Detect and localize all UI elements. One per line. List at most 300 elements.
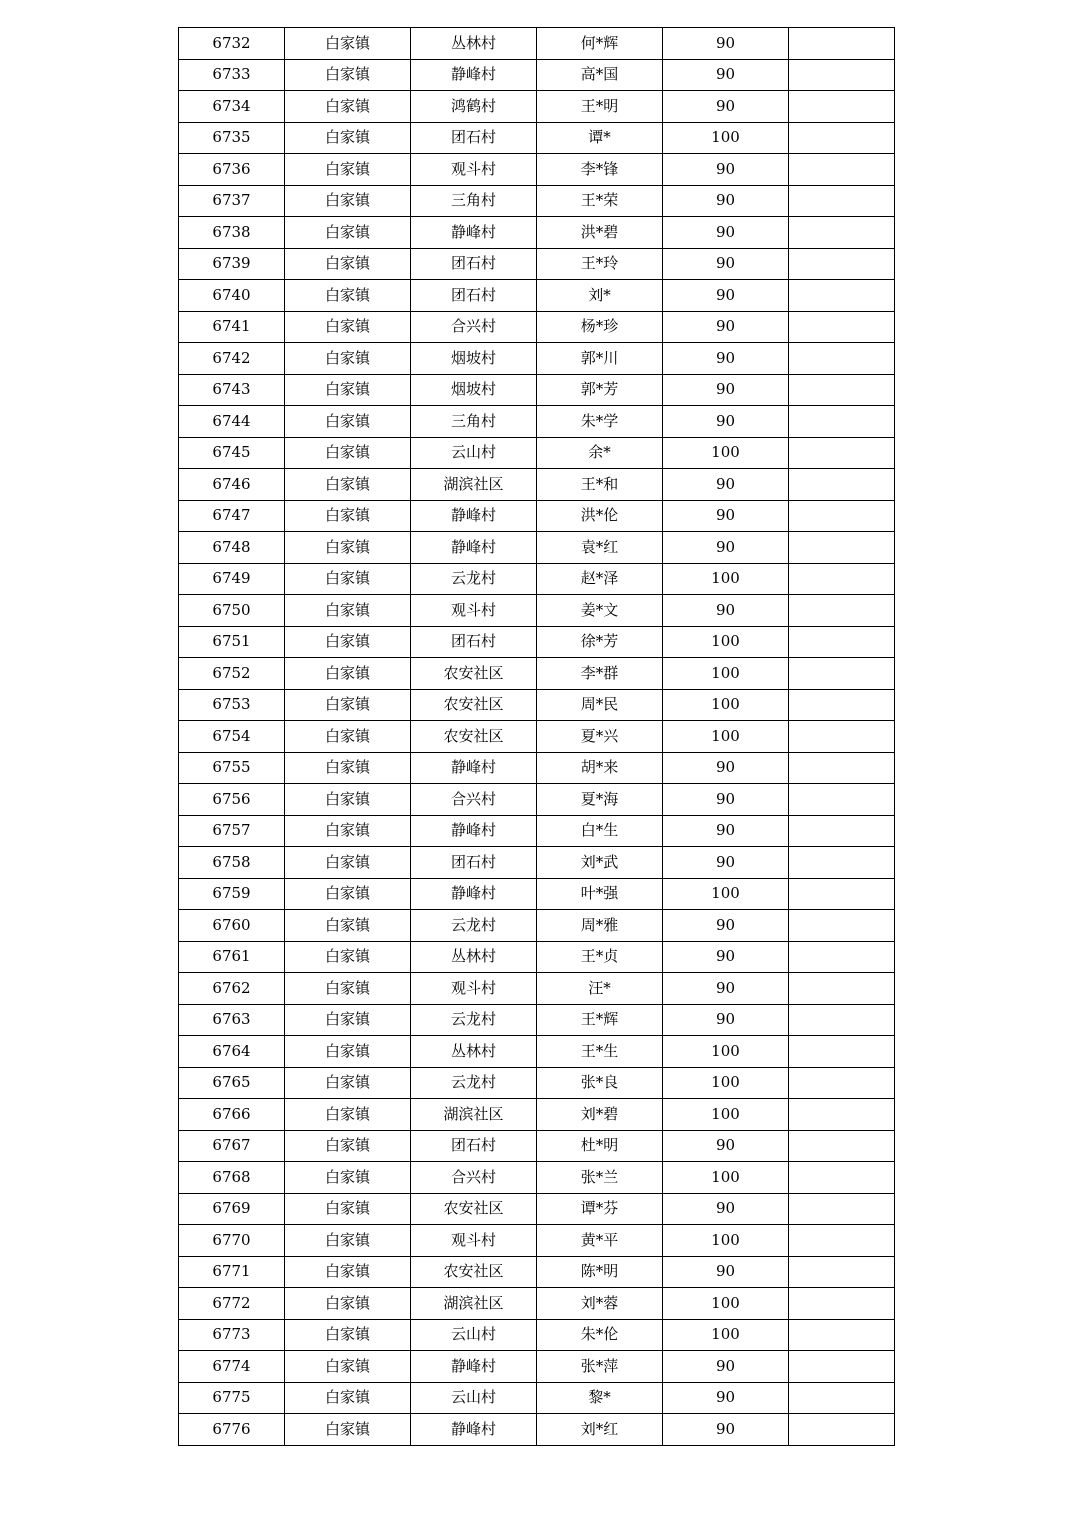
name-cell: 王*和 [537, 469, 663, 501]
amount-cell: 90 [663, 1130, 789, 1162]
serial-number-cell: 6759 [179, 878, 285, 910]
name-cell: 夏*兴 [537, 721, 663, 753]
amount-cell: 90 [663, 248, 789, 280]
name-cell: 袁*红 [537, 532, 663, 564]
village-cell: 合兴村 [411, 784, 537, 816]
village-cell: 团石村 [411, 847, 537, 879]
village-cell: 三角村 [411, 185, 537, 217]
amount-cell: 90 [663, 847, 789, 879]
serial-number-cell: 6742 [179, 343, 285, 375]
name-cell: 杜*明 [537, 1130, 663, 1162]
remarks-cell [789, 1288, 895, 1320]
table-row [179, 406, 895, 438]
table-row [179, 248, 895, 280]
table-row [179, 563, 895, 595]
table-row [179, 878, 895, 910]
village-cell: 合兴村 [411, 311, 537, 343]
remarks-cell [789, 532, 895, 564]
table-row [179, 847, 895, 879]
table-row [179, 1414, 895, 1446]
serial-number-cell: 6734 [179, 91, 285, 123]
town-cell: 白家镇 [285, 721, 411, 753]
town-cell: 白家镇 [285, 784, 411, 816]
amount-cell: 90 [663, 595, 789, 627]
town-cell: 白家镇 [285, 185, 411, 217]
town-cell: 白家镇 [285, 532, 411, 564]
amount-cell: 90 [663, 910, 789, 942]
town-cell: 白家镇 [285, 1414, 411, 1446]
remarks-cell [789, 469, 895, 501]
table-row [179, 784, 895, 816]
amount-cell: 90 [663, 941, 789, 973]
amount-cell: 100 [663, 626, 789, 658]
table-row [179, 343, 895, 375]
name-cell: 高*国 [537, 59, 663, 91]
town-cell: 白家镇 [285, 1351, 411, 1383]
name-cell: 李*锋 [537, 154, 663, 186]
name-cell: 谭* [537, 122, 663, 154]
serial-number-cell: 6748 [179, 532, 285, 564]
remarks-cell [789, 1382, 895, 1414]
town-cell: 白家镇 [285, 1099, 411, 1131]
amount-cell: 100 [663, 1099, 789, 1131]
town-cell: 白家镇 [285, 217, 411, 249]
table-row [179, 1067, 895, 1099]
amount-cell: 100 [663, 1225, 789, 1257]
amount-cell: 100 [663, 1319, 789, 1351]
town-cell: 白家镇 [285, 343, 411, 375]
town-cell: 白家镇 [285, 941, 411, 973]
table-row [179, 91, 895, 123]
town-cell: 白家镇 [285, 28, 411, 60]
name-cell: 胡*来 [537, 752, 663, 784]
table-row [179, 941, 895, 973]
remarks-cell [789, 563, 895, 595]
table-row [179, 1036, 895, 1068]
name-cell: 何*辉 [537, 28, 663, 60]
remarks-cell [789, 122, 895, 154]
name-cell: 周*雅 [537, 910, 663, 942]
amount-cell: 90 [663, 784, 789, 816]
serial-number-cell: 6732 [179, 28, 285, 60]
table-row [179, 311, 895, 343]
serial-number-cell: 6746 [179, 469, 285, 501]
name-cell: 黎* [537, 1382, 663, 1414]
remarks-cell [789, 1162, 895, 1194]
table-row [179, 1225, 895, 1257]
village-cell: 静峰村 [411, 1351, 537, 1383]
town-cell: 白家镇 [285, 563, 411, 595]
name-cell: 王*玲 [537, 248, 663, 280]
remarks-cell [789, 374, 895, 406]
village-cell: 观斗村 [411, 973, 537, 1005]
town-cell: 白家镇 [285, 248, 411, 280]
records-table-body [179, 28, 895, 1446]
town-cell: 白家镇 [285, 91, 411, 123]
remarks-cell [789, 847, 895, 879]
amount-cell: 90 [663, 500, 789, 532]
town-cell: 白家镇 [285, 59, 411, 91]
serial-number-cell: 6744 [179, 406, 285, 438]
village-cell: 农安社区 [411, 1193, 537, 1225]
serial-number-cell: 6749 [179, 563, 285, 595]
remarks-cell [789, 910, 895, 942]
name-cell: 王*荣 [537, 185, 663, 217]
name-cell: 朱*伦 [537, 1319, 663, 1351]
town-cell: 白家镇 [285, 280, 411, 312]
remarks-cell [789, 626, 895, 658]
serial-number-cell: 6739 [179, 248, 285, 280]
remarks-cell [789, 1319, 895, 1351]
amount-cell: 90 [663, 59, 789, 91]
table-row [179, 1351, 895, 1383]
town-cell: 白家镇 [285, 847, 411, 879]
town-cell: 白家镇 [285, 500, 411, 532]
remarks-cell [789, 59, 895, 91]
town-cell: 白家镇 [285, 1319, 411, 1351]
town-cell: 白家镇 [285, 154, 411, 186]
table-row [179, 1162, 895, 1194]
amount-cell: 90 [663, 1382, 789, 1414]
table-row [179, 1256, 895, 1288]
village-cell: 静峰村 [411, 59, 537, 91]
amount-cell: 90 [663, 815, 789, 847]
name-cell: 刘*碧 [537, 1099, 663, 1131]
town-cell: 白家镇 [285, 1193, 411, 1225]
village-cell: 丛林村 [411, 941, 537, 973]
name-cell: 周*民 [537, 689, 663, 721]
amount-cell: 90 [663, 1256, 789, 1288]
serial-number-cell: 6747 [179, 500, 285, 532]
village-cell: 静峰村 [411, 752, 537, 784]
serial-number-cell: 6768 [179, 1162, 285, 1194]
village-cell: 湖滨社区 [411, 1288, 537, 1320]
serial-number-cell: 6751 [179, 626, 285, 658]
table-row [179, 154, 895, 186]
village-cell: 团石村 [411, 626, 537, 658]
village-cell: 团石村 [411, 122, 537, 154]
remarks-cell [789, 311, 895, 343]
table-row [179, 1130, 895, 1162]
remarks-cell [789, 595, 895, 627]
amount-cell: 90 [663, 280, 789, 312]
name-cell: 黄*平 [537, 1225, 663, 1257]
village-cell: 农安社区 [411, 689, 537, 721]
name-cell: 夏*海 [537, 784, 663, 816]
remarks-cell [789, 154, 895, 186]
amount-cell: 90 [663, 469, 789, 501]
town-cell: 白家镇 [285, 878, 411, 910]
village-cell: 烟坡村 [411, 343, 537, 375]
town-cell: 白家镇 [285, 1225, 411, 1257]
table-row [179, 217, 895, 249]
serial-number-cell: 6754 [179, 721, 285, 753]
amount-cell: 100 [663, 437, 789, 469]
serial-number-cell: 6766 [179, 1099, 285, 1131]
village-cell: 烟坡村 [411, 374, 537, 406]
name-cell: 郭*芳 [537, 374, 663, 406]
name-cell: 陈*明 [537, 1256, 663, 1288]
amount-cell: 90 [663, 343, 789, 375]
amount-cell: 90 [663, 91, 789, 123]
village-cell: 农安社区 [411, 721, 537, 753]
table-row [179, 1288, 895, 1320]
village-cell: 观斗村 [411, 154, 537, 186]
serial-number-cell: 6757 [179, 815, 285, 847]
town-cell: 白家镇 [285, 311, 411, 343]
remarks-cell [789, 185, 895, 217]
name-cell: 张*良 [537, 1067, 663, 1099]
table-row [179, 721, 895, 753]
amount-cell: 90 [663, 1004, 789, 1036]
remarks-cell [789, 721, 895, 753]
serial-number-cell: 6752 [179, 658, 285, 690]
remarks-cell [789, 500, 895, 532]
remarks-cell [789, 1067, 895, 1099]
village-cell: 云山村 [411, 1382, 537, 1414]
village-cell: 云山村 [411, 1319, 537, 1351]
remarks-cell [789, 1130, 895, 1162]
amount-cell: 90 [663, 1351, 789, 1383]
remarks-cell [789, 1036, 895, 1068]
remarks-cell [789, 1004, 895, 1036]
remarks-cell [789, 973, 895, 1005]
amount-cell: 100 [663, 563, 789, 595]
serial-number-cell: 6755 [179, 752, 285, 784]
village-cell: 云龙村 [411, 1067, 537, 1099]
table-row [179, 1193, 895, 1225]
town-cell: 白家镇 [285, 1004, 411, 1036]
name-cell: 余* [537, 437, 663, 469]
remarks-cell [789, 248, 895, 280]
remarks-cell [789, 784, 895, 816]
remarks-cell [789, 689, 895, 721]
town-cell: 白家镇 [285, 437, 411, 469]
town-cell: 白家镇 [285, 469, 411, 501]
village-cell: 团石村 [411, 1130, 537, 1162]
remarks-cell [789, 1225, 895, 1257]
remarks-cell [789, 658, 895, 690]
amount-cell: 100 [663, 721, 789, 753]
village-cell: 丛林村 [411, 1036, 537, 1068]
village-cell: 观斗村 [411, 1225, 537, 1257]
name-cell: 谭*芬 [537, 1193, 663, 1225]
serial-number-cell: 6764 [179, 1036, 285, 1068]
name-cell: 王*贞 [537, 941, 663, 973]
table-row [179, 469, 895, 501]
table-row [179, 185, 895, 217]
village-cell: 静峰村 [411, 878, 537, 910]
name-cell: 刘*蓉 [537, 1288, 663, 1320]
amount-cell: 100 [663, 1288, 789, 1320]
town-cell: 白家镇 [285, 815, 411, 847]
name-cell: 洪*伦 [537, 500, 663, 532]
name-cell: 王*明 [537, 91, 663, 123]
remarks-cell [789, 280, 895, 312]
village-cell: 湖滨社区 [411, 469, 537, 501]
table-row [179, 815, 895, 847]
village-cell: 云山村 [411, 437, 537, 469]
amount-cell: 90 [663, 532, 789, 564]
table-row [179, 532, 895, 564]
serial-number-cell: 6760 [179, 910, 285, 942]
name-cell: 白*生 [537, 815, 663, 847]
name-cell: 李*群 [537, 658, 663, 690]
village-cell: 湖滨社区 [411, 1099, 537, 1131]
amount-cell: 100 [663, 689, 789, 721]
name-cell: 杨*珍 [537, 311, 663, 343]
table-row [179, 752, 895, 784]
name-cell: 王*辉 [537, 1004, 663, 1036]
village-cell: 云龙村 [411, 1004, 537, 1036]
village-cell: 团石村 [411, 280, 537, 312]
serial-number-cell: 6758 [179, 847, 285, 879]
village-cell: 静峰村 [411, 500, 537, 532]
remarks-cell [789, 343, 895, 375]
town-cell: 白家镇 [285, 374, 411, 406]
serial-number-cell: 6776 [179, 1414, 285, 1446]
serial-number-cell: 6772 [179, 1288, 285, 1320]
village-cell: 云龙村 [411, 563, 537, 595]
amount-cell: 90 [663, 217, 789, 249]
serial-number-cell: 6774 [179, 1351, 285, 1383]
remarks-cell [789, 1099, 895, 1131]
amount-cell: 90 [663, 185, 789, 217]
table-row [179, 1004, 895, 1036]
name-cell: 徐*芳 [537, 626, 663, 658]
town-cell: 白家镇 [285, 1162, 411, 1194]
remarks-cell [789, 752, 895, 784]
serial-number-cell: 6763 [179, 1004, 285, 1036]
village-cell: 三角村 [411, 406, 537, 438]
village-cell: 静峰村 [411, 217, 537, 249]
table-row [179, 437, 895, 469]
town-cell: 白家镇 [285, 595, 411, 627]
amount-cell: 90 [663, 752, 789, 784]
town-cell: 白家镇 [285, 1130, 411, 1162]
village-cell: 观斗村 [411, 595, 537, 627]
village-cell: 团石村 [411, 248, 537, 280]
amount-cell: 100 [663, 1036, 789, 1068]
serial-number-cell: 6769 [179, 1193, 285, 1225]
remarks-cell [789, 28, 895, 60]
remarks-cell [789, 1351, 895, 1383]
serial-number-cell: 6756 [179, 784, 285, 816]
amount-cell: 100 [663, 1067, 789, 1099]
town-cell: 白家镇 [285, 973, 411, 1005]
amount-cell: 90 [663, 374, 789, 406]
amount-cell: 100 [663, 1162, 789, 1194]
amount-cell: 90 [663, 973, 789, 1005]
amount-cell: 90 [663, 406, 789, 438]
serial-number-cell: 6733 [179, 59, 285, 91]
village-cell: 合兴村 [411, 1162, 537, 1194]
name-cell: 王*生 [537, 1036, 663, 1068]
town-cell: 白家镇 [285, 406, 411, 438]
name-cell: 刘* [537, 280, 663, 312]
remarks-cell [789, 406, 895, 438]
serial-number-cell: 6753 [179, 689, 285, 721]
table-row [179, 1099, 895, 1131]
amount-cell: 100 [663, 122, 789, 154]
village-cell: 农安社区 [411, 658, 537, 690]
name-cell: 张*萍 [537, 1351, 663, 1383]
serial-number-cell: 6765 [179, 1067, 285, 1099]
table-row [179, 595, 895, 627]
table-row [179, 59, 895, 91]
town-cell: 白家镇 [285, 752, 411, 784]
remarks-cell [789, 91, 895, 123]
amount-cell: 90 [663, 28, 789, 60]
name-cell: 姜*文 [537, 595, 663, 627]
serial-number-cell: 6743 [179, 374, 285, 406]
name-cell: 朱*学 [537, 406, 663, 438]
town-cell: 白家镇 [285, 1256, 411, 1288]
table-row [179, 973, 895, 1005]
amount-cell: 90 [663, 311, 789, 343]
serial-number-cell: 6762 [179, 973, 285, 1005]
town-cell: 白家镇 [285, 910, 411, 942]
village-cell: 静峰村 [411, 1414, 537, 1446]
serial-number-cell: 6775 [179, 1382, 285, 1414]
remarks-cell [789, 1256, 895, 1288]
serial-number-cell: 6737 [179, 185, 285, 217]
table-row [179, 500, 895, 532]
serial-number-cell: 6745 [179, 437, 285, 469]
table-row [179, 689, 895, 721]
serial-number-cell: 6740 [179, 280, 285, 312]
town-cell: 白家镇 [285, 1036, 411, 1068]
name-cell: 刘*武 [537, 847, 663, 879]
serial-number-cell: 6767 [179, 1130, 285, 1162]
name-cell: 赵*泽 [537, 563, 663, 595]
table-row [179, 1319, 895, 1351]
serial-number-cell: 6750 [179, 595, 285, 627]
table-row [179, 28, 895, 60]
serial-number-cell: 6736 [179, 154, 285, 186]
village-cell: 静峰村 [411, 532, 537, 564]
town-cell: 白家镇 [285, 1067, 411, 1099]
amount-cell: 100 [663, 878, 789, 910]
table-row [179, 626, 895, 658]
serial-number-cell: 6735 [179, 122, 285, 154]
remarks-cell [789, 1193, 895, 1225]
serial-number-cell: 6741 [179, 311, 285, 343]
remarks-cell [789, 878, 895, 910]
remarks-cell [789, 1414, 895, 1446]
village-cell: 丛林村 [411, 28, 537, 60]
name-cell: 叶*强 [537, 878, 663, 910]
remarks-cell [789, 815, 895, 847]
table-row [179, 910, 895, 942]
amount-cell: 90 [663, 1414, 789, 1446]
town-cell: 白家镇 [285, 689, 411, 721]
village-cell: 鸿鹤村 [411, 91, 537, 123]
table-row [179, 122, 895, 154]
table-row [179, 1382, 895, 1414]
remarks-cell [789, 437, 895, 469]
serial-number-cell: 6738 [179, 217, 285, 249]
town-cell: 白家镇 [285, 1288, 411, 1320]
town-cell: 白家镇 [285, 626, 411, 658]
table-row [179, 374, 895, 406]
amount-cell: 90 [663, 1193, 789, 1225]
name-cell: 张*兰 [537, 1162, 663, 1194]
serial-number-cell: 6773 [179, 1319, 285, 1351]
serial-number-cell: 6761 [179, 941, 285, 973]
records-table [178, 27, 895, 1446]
village-cell: 静峰村 [411, 815, 537, 847]
